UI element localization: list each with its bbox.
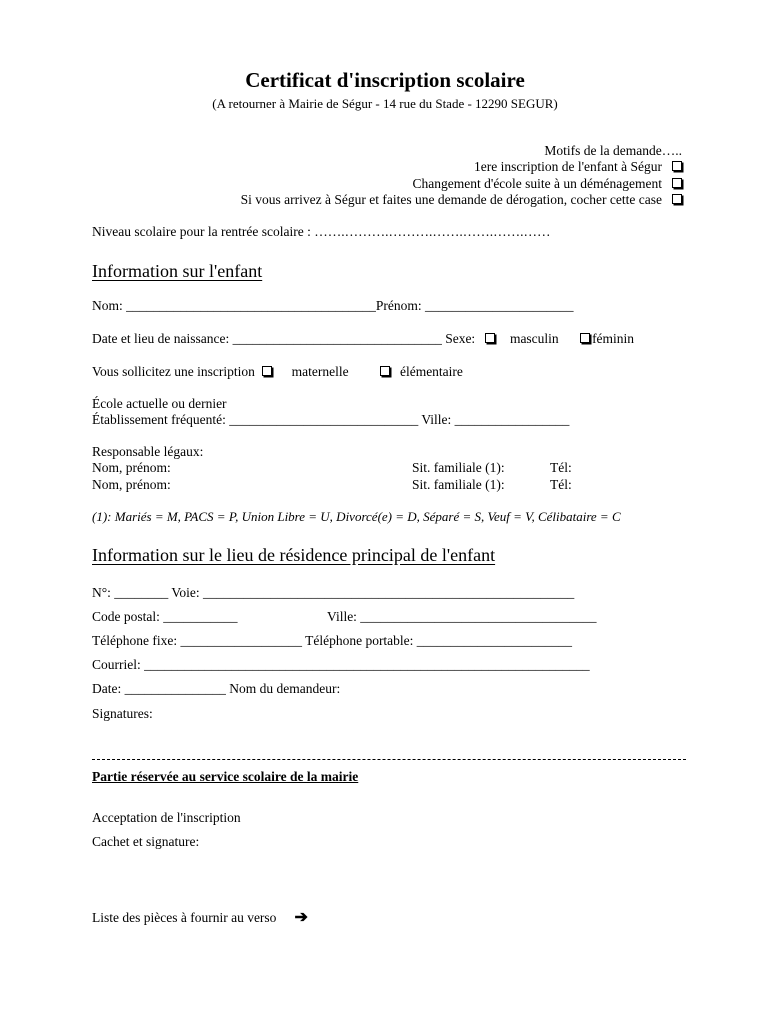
section-residence-title: Information sur le lieu de résidence principal de l'enfant xyxy=(92,545,496,565)
responsable-1-sit[interactable]: Sit. familiale (1): xyxy=(412,460,505,475)
motif-option-2 xyxy=(413,176,682,192)
ville-field[interactable]: Ville: ___________________________________ xyxy=(327,609,597,624)
sexe-feminin-label: féminin xyxy=(592,331,635,346)
responsable-1-tel[interactable]: Tél: xyxy=(550,460,572,475)
checkbox-icon[interactable] xyxy=(672,178,682,188)
maternelle-label: maternelle xyxy=(291,364,349,379)
cachet-label: Cachet et signature: xyxy=(92,834,200,849)
mairie-reserved-title: Partie réservée au service scolaire de la mairie xyxy=(92,769,359,784)
ecole-field[interactable]: Établissement fréquenté: ____________________________ Ville: _________________ xyxy=(92,412,570,427)
motif-label-1: 1ere inscription de l'enfant à Ségur xyxy=(474,159,662,174)
checkbox-icon[interactable] xyxy=(672,194,682,204)
return-address: (A retourner à Mairie de Ségur - 14 rue du Stade - 12290 SEGUR) xyxy=(212,96,558,111)
voie-field[interactable]: N°: ________ Voie: _______________________________________________________ xyxy=(92,585,575,600)
inscription-row xyxy=(92,364,463,380)
code-postal-field[interactable]: Code postal: ___________ xyxy=(92,609,238,624)
checkbox-icon[interactable] xyxy=(262,366,272,376)
motifs-heading: Motifs de la demande….. xyxy=(544,143,682,158)
inscription-label: Vous sollicitez une inscription xyxy=(92,364,255,379)
naissance-field[interactable]: Date et lieu de naissance: _______________________________ Sexe: xyxy=(92,331,476,346)
sexe-masculin-label: masculin xyxy=(509,331,559,346)
niveau-scolaire: Niveau scolaire pour la rentrée scolaire : …….……….……….…….…….…….…… xyxy=(92,224,551,239)
pieces-label: Liste des pièces à fournir au verso xyxy=(92,910,277,925)
responsable-2-nom[interactable]: Nom, prénom: xyxy=(92,477,171,492)
section-enfant-title: Information sur l'enfant xyxy=(92,261,263,281)
checkbox-icon[interactable] xyxy=(380,366,390,376)
responsable-1-nom[interactable]: Nom, prénom: xyxy=(92,460,171,475)
nom-prenom-field[interactable]: Nom: _____________________________________Prénom: ______________________ xyxy=(92,298,574,313)
naissance-row xyxy=(92,331,634,347)
situation-note: (1): Mariés = M, PACS = P, Union Libre = U, Divorcé(e) = D, Séparé = S, Veuf = V, Célibataire = C xyxy=(92,509,621,524)
motif-option-3 xyxy=(241,192,682,208)
motif-option-1 xyxy=(474,159,682,175)
arrow-right-icon: ➔ xyxy=(294,909,308,926)
courriel-field[interactable]: Courriel: __________________________________________________________________ xyxy=(92,657,590,672)
ecole-label: École actuelle ou dernier xyxy=(92,396,227,411)
pieces-line xyxy=(92,907,308,927)
dashed-divider xyxy=(92,759,686,760)
responsables-label: Responsable légaux: xyxy=(92,444,204,459)
checkbox-icon[interactable] xyxy=(672,161,682,171)
checkbox-icon[interactable] xyxy=(485,333,495,343)
checkbox-icon[interactable] xyxy=(580,333,590,343)
responsable-2-tel[interactable]: Tél: xyxy=(550,477,572,492)
motif-label-2: Changement d'école suite à un déménagement xyxy=(412,176,662,191)
elementaire-label: élémentaire xyxy=(399,364,463,379)
motif-label-3: Si vous arrivez à Ségur et faites une demande de dérogation, cocher cette case xyxy=(240,192,662,207)
acceptation-label: Acceptation de l'inscription xyxy=(92,810,241,825)
signatures-label: Signatures: xyxy=(92,706,153,721)
telephone-field[interactable]: Téléphone fixe: __________________ Téléphone portable: _______________________ xyxy=(92,633,573,648)
date-demandeur-field[interactable]: Date: _______________ Nom du demandeur: xyxy=(92,681,341,696)
page-title: Certificat d'inscription scolaire xyxy=(245,68,525,92)
responsable-2-sit[interactable]: Sit. familiale (1): xyxy=(412,477,505,492)
